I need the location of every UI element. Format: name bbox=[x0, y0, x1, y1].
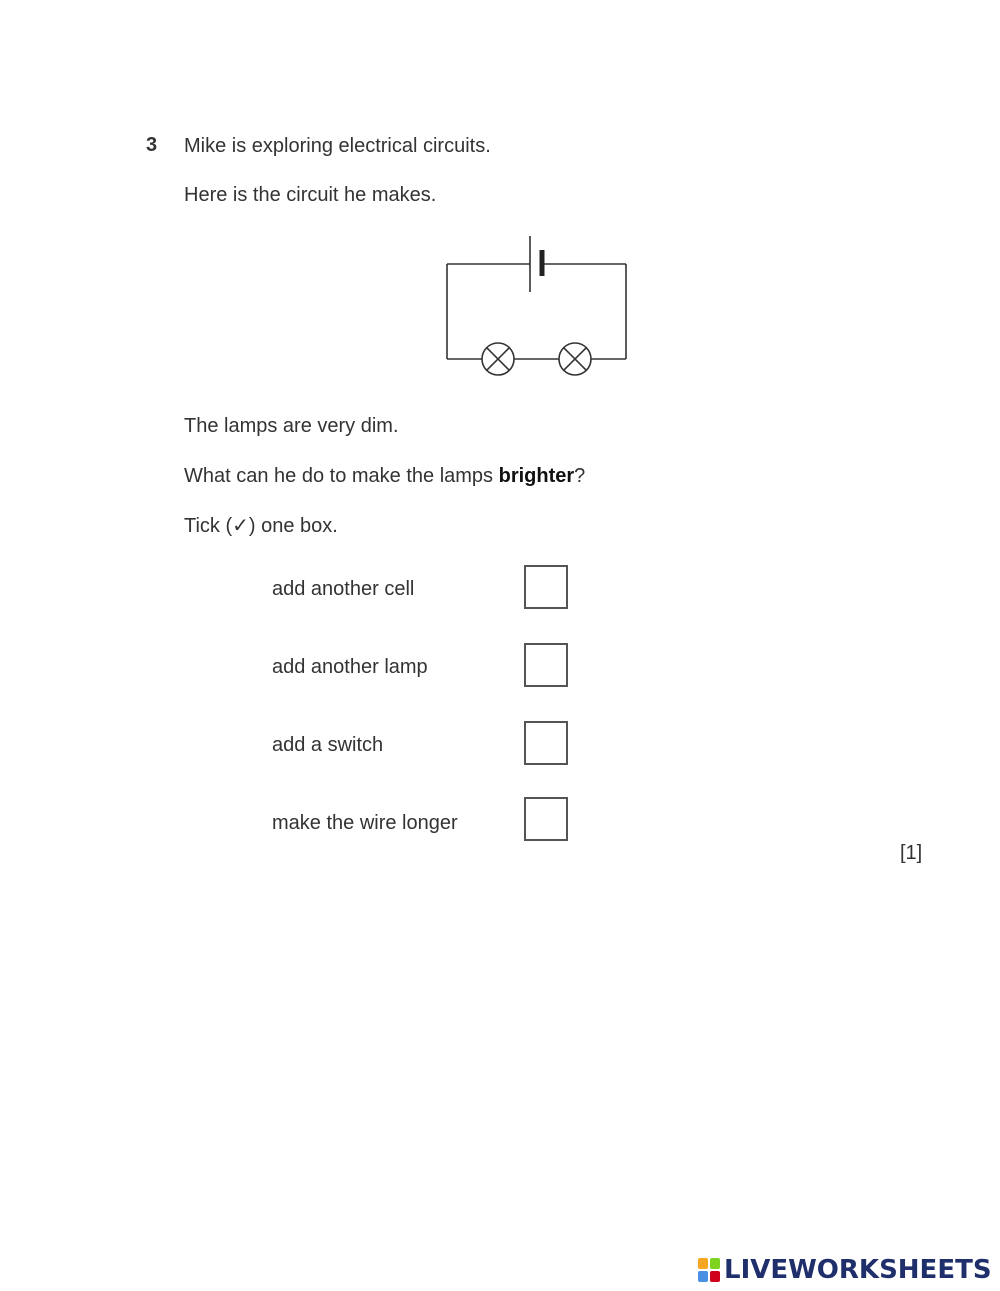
tick-box-option-2[interactable] bbox=[524, 643, 568, 687]
option-label: make the wire longer bbox=[272, 812, 458, 834]
logo-tile bbox=[710, 1271, 720, 1282]
logo-text: LIVEWORKSHEETS bbox=[724, 1255, 992, 1285]
question-number: 3 bbox=[146, 134, 158, 156]
option-label: add a switch bbox=[272, 734, 384, 756]
tick-box-option-1[interactable] bbox=[524, 565, 568, 609]
cell-icon bbox=[530, 236, 542, 292]
tick-box-option-4[interactable] bbox=[524, 797, 568, 841]
question-prompt bbox=[184, 464, 585, 488]
lamp-icon bbox=[482, 343, 514, 375]
logo-tile bbox=[698, 1271, 708, 1282]
question-intro: Mike is exploring electrical circuits. bbox=[184, 135, 491, 157]
prompt-emphasis: brighter bbox=[498, 465, 575, 487]
logo-tile bbox=[710, 1258, 720, 1269]
prompt-end: ? bbox=[574, 465, 586, 487]
liveworksheets-logo bbox=[698, 1256, 992, 1284]
lamp-icon bbox=[559, 343, 591, 375]
option-label: add another lamp bbox=[272, 656, 428, 678]
logo-tile bbox=[698, 1258, 708, 1269]
circuit-caption: Here is the circuit he makes. bbox=[184, 184, 437, 206]
prompt-text: What can he do to make the lamps bbox=[184, 465, 499, 487]
logo-tiles-icon bbox=[698, 1258, 720, 1282]
option-label: add another cell bbox=[272, 578, 415, 600]
observation-text: The lamps are very dim. bbox=[184, 415, 399, 437]
tick-box-option-3[interactable] bbox=[524, 721, 568, 765]
instruction-text: Tick (✓) one box. bbox=[184, 515, 338, 537]
circuit-diagram bbox=[440, 230, 635, 380]
marks-label: [1] bbox=[900, 842, 923, 864]
